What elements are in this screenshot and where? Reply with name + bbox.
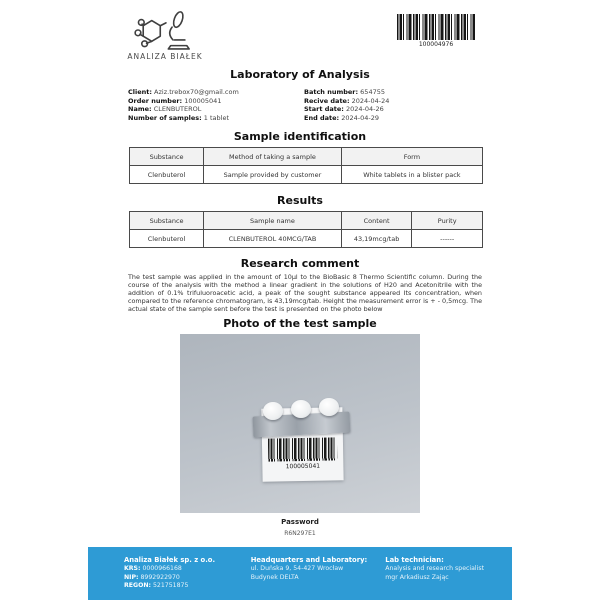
cell-sample-name: CLENBUTEROL 40MCG/TAB bbox=[204, 230, 342, 248]
info-recive-date: Recive date: 2024-04-24 bbox=[304, 96, 390, 105]
cell-content: 43,19mcg/tab bbox=[341, 230, 412, 248]
sample-barcode-number: 100005041 bbox=[285, 462, 321, 471]
sample-barcode-bars-icon bbox=[268, 437, 337, 461]
barcode-bars-icon bbox=[397, 14, 475, 40]
footer-columns bbox=[88, 547, 512, 591]
table-row bbox=[130, 166, 483, 184]
footer-company-name: Analiza Białek sp. z o.o. bbox=[124, 556, 216, 564]
test-sample-photo bbox=[180, 334, 420, 513]
sample-identification-table bbox=[129, 147, 483, 184]
results-table bbox=[129, 211, 483, 248]
password-label: Password bbox=[281, 518, 319, 526]
footer-address-line2: Budynek DELTA bbox=[250, 573, 299, 581]
col-header-sample-name: Sample name bbox=[204, 212, 342, 230]
page-title: Laboratory of Analysis bbox=[230, 68, 370, 81]
cell-substance: Clenbuterol bbox=[130, 230, 204, 248]
cell-purity: ------ bbox=[412, 230, 483, 248]
info-batch-number: Batch number: 654755 bbox=[304, 88, 385, 96]
footer-technician-line2: mgr Arkadiusz Zając bbox=[385, 573, 449, 581]
info-name: Name: CLENBUTEROL bbox=[128, 105, 202, 114]
info-client: Client: Aziz.trebox70@gmail.com bbox=[128, 88, 239, 96]
col-header-purity: Purity bbox=[412, 212, 483, 230]
cell-method: Sample provided by customer bbox=[204, 166, 342, 184]
section-title-photo: Photo of the test sample bbox=[223, 317, 377, 330]
password-value: R6N297E1 bbox=[284, 530, 316, 537]
table-row bbox=[130, 230, 483, 248]
cell-form: White tablets in a blister pack bbox=[341, 166, 482, 184]
order-info-right bbox=[304, 88, 480, 122]
info-number-of-samples: Number of samples: 1 tablet bbox=[128, 113, 230, 122]
col-header-substance: Substance bbox=[130, 212, 204, 230]
footer-krs: KRS: 0000966168 bbox=[124, 565, 182, 572]
tablet bbox=[291, 400, 311, 418]
col-header-form: Form bbox=[341, 148, 482, 166]
col-header-content: Content bbox=[341, 212, 412, 230]
footer-lab-technician bbox=[385, 556, 512, 591]
table-header-row bbox=[130, 212, 483, 230]
footer-technician-title: Lab technician: bbox=[385, 556, 444, 564]
table-header-row bbox=[130, 148, 483, 166]
info-start-date: Start date: 2024-04-26 bbox=[304, 105, 384, 114]
report-barcode-number: 100004976 bbox=[418, 41, 454, 48]
footer-address-line1: ul. Duńska 9, 54-427 Wrocław bbox=[250, 565, 344, 572]
footer-company-info bbox=[124, 556, 251, 591]
tablet bbox=[319, 398, 339, 416]
info-order-number: Order number: 100005041 bbox=[128, 96, 222, 105]
tablet bbox=[263, 402, 283, 420]
section-title-sample-identification: Sample identification bbox=[233, 130, 367, 143]
footer-regon: REGON: 521751875 bbox=[124, 582, 189, 589]
order-info bbox=[128, 88, 480, 122]
col-header-substance: Substance bbox=[130, 148, 204, 166]
info-end-date: End date: 2024-04-29 bbox=[304, 113, 379, 122]
section-title-research-comment: Research comment bbox=[240, 257, 360, 270]
company-logo-text: ANALIZA BIAŁEK bbox=[127, 52, 203, 61]
company-logo bbox=[125, 9, 205, 61]
footer-headquarters bbox=[251, 556, 386, 591]
col-header-method: Method of taking a sample bbox=[204, 148, 342, 166]
molecule-microscope-icon bbox=[129, 9, 201, 51]
report-barcode bbox=[397, 14, 475, 48]
footer-headquarters-title: Headquarters and Laboratory: bbox=[250, 556, 368, 564]
order-info-left bbox=[128, 88, 304, 122]
footer-technician-line1: Analysis and research specialist bbox=[385, 565, 485, 572]
footer-nip: NIP: 8992922970 bbox=[124, 573, 180, 581]
research-comment-text: The test sample was applied in the amount of 10µl to the BioBasic 8 Thermo Scientific column. During the course of the analysis with the method a linear gradient in the solutions of H20 and Acetonitrile with the addition of 0.1% trifuluoroacetic acid, a peak of the sought substance appeared Its concentration, when compared to the reference chromatogram, is 43,19mcg/tab. Height the measurement error is + - 0,5mcg. The actual state of the sample sent before the test is presented on the photo below bbox=[128, 273, 482, 314]
cell-substance: Clenbuterol bbox=[130, 166, 204, 184]
section-title-results: Results bbox=[277, 194, 323, 207]
footer bbox=[88, 547, 512, 600]
